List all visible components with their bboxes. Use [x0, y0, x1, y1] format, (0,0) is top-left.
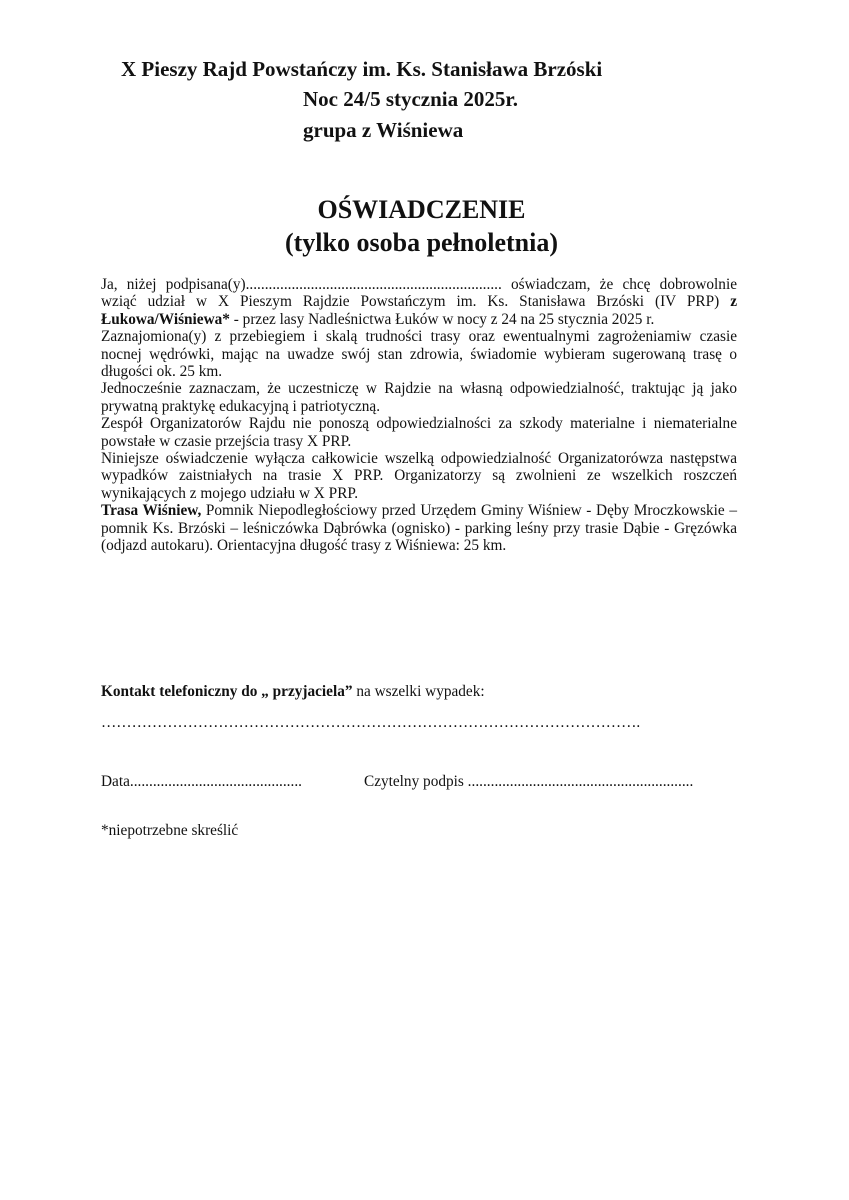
- header-event-name: X Pieszy Rajd Powstańczy im. Ks. Stanisława Brzóski: [121, 57, 603, 81]
- declaration-paragraph-2: Zaznajomiona(y) z przebiegiem i skalą trudności trasy oraz ewentualnymi zagrożeniamiw czasie nocnej wędrówki, mając na uwadze swój stan zdrowia, świadomie wybieram sugerowaną trasę o długości ok. 25 km.: [101, 328, 737, 381]
- paragraph-text: - przez lasy Nadleśnictwa Łuków w nocy z 24 na 25 stycznia 2025 r.: [229, 310, 655, 328]
- header-event-date: Noc 24/5 stycznia 2025r.: [303, 87, 519, 111]
- declaration-paragraph-5: Niniejsze oświadczenie wyłącza całkowicie wszelką odpowiedzialność Organizatorówza następstwa wypadków zaistniałych na trasie X PRP. Organizatorzy są zwolnieni ze wszelkich roszczeń wynikających z mojego udziału w X PRP.: [101, 450, 737, 502]
- footnote: *niepotrzebne skreślić: [101, 822, 239, 839]
- header-group: grupa z Wiśniewa: [303, 118, 464, 142]
- contact-label: [101, 683, 741, 701]
- date-field[interactable]: Data.............................................: [101, 773, 302, 790]
- declaration-paragraph-4: Zespół Organizatorów Rajdu nie ponoszą odpowiedzialności za szkody materialne i niematerialne powstałe w czasie przejścia trasy X PRP.: [101, 415, 737, 450]
- contact-label-bold: Kontakt telefoniczny do „ przyjaciela”: [101, 683, 353, 700]
- contact-label-rest: na wszelki wypadek:: [352, 683, 485, 700]
- route-description: [101, 502, 737, 554]
- declaration-paragraph-1: [101, 276, 737, 328]
- declaration-paragraph-3: Jednocześnie zaznaczam, że uczestniczę w Rajdzie na własną odpowiedzialność, traktując ją jako prywatną praktykę edukacyjną i patriotyczną.: [101, 380, 737, 415]
- document-subtitle: (tylko osoba pełnoletnia): [284, 228, 559, 257]
- declaration-body: [101, 276, 737, 555]
- document-title: OŚWIADCZENIE: [317, 195, 526, 224]
- route-text: Pomnik Niepodległościowy przed Urzędem Gminy Wiśniew - Dęby Mroczkowskie – pomnik Ks. Brzóski – leśniczówka Dąbrówka (ognisko) - parking leśny przy trasie Dąbie - Gręzówka (odjazd autokaru). Orientacyjna długość trasy z Wiśniewa: 25 km.: [101, 502, 737, 555]
- contact-fill-line[interactable]: …………………………………………………………………………………………….: [101, 714, 641, 731]
- signature-field[interactable]: Czytelny podpis ...........................................................: [364, 773, 694, 790]
- route-choice: z Łukowa/Wiśniewa*: [101, 293, 737, 328]
- paragraph-text: Ja, niżej podpisana(y)................................................................... oświadczam, że chcę dobrowolnie wziąć udział w X Pieszym Rajdzie Powstańczym im. Ks. Stanisława Brzóski (IV PRP): [101, 276, 737, 311]
- route-name: Trasa Wiśniew,: [101, 502, 202, 520]
